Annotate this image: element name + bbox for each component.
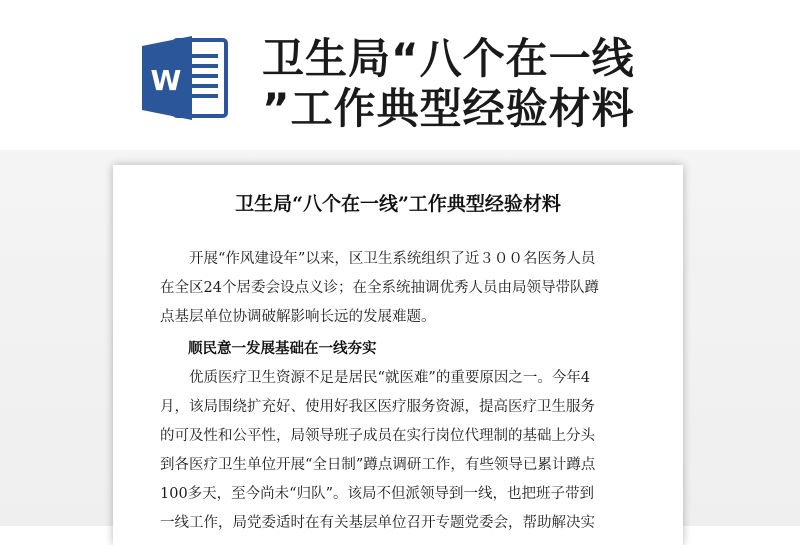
text-line: 在全区24个居委会设点义诊；在全系统抽调优秀人员由局领导带队蹲 (160, 280, 599, 296)
banner-title-line: ”工作典型经验材料 (262, 84, 635, 133)
text-line: 优质医疗卫生资源不足是居民“就医难”的重要原因之一。今年4 (189, 370, 591, 386)
document-title: 卫生局“八个在一线”工作典型经验材料 (235, 193, 561, 215)
logo-letter: W (150, 64, 182, 97)
text-line: 100多天，至今尚未“归队”。该局不但派领导到一线，也把班子带到 (160, 486, 594, 502)
microsoft-word-icon (140, 32, 232, 124)
document-page (113, 165, 683, 545)
paragraph (160, 245, 638, 332)
header-banner (0, 0, 800, 150)
text-line: 月，该局围绕扩充好、使用好我区医疗服务资源，提高医疗卫生服务 (160, 399, 595, 415)
banner-title (262, 34, 682, 134)
text-line: 点基层单位协调破解影响长远的发展难题。 (160, 309, 436, 325)
section-heading: 顺民意一发展基础在一线夯实 (188, 341, 377, 357)
text-line: 到各医疗卫生单位开展“全日制”蹲点调研工作，有些领导已累计蹲点 (160, 457, 596, 473)
text-line: 的可及性和公平性，局领导班子成员在实行岗位代理制的基础上分头 (160, 428, 595, 444)
text-line: 一线工作，局党委适时在有关基层单位召开专题党委会，帮助解决实 (160, 515, 595, 531)
banner-title-line: 卫生局“八个在一线 (262, 34, 635, 83)
text-line: 开展“作风建设年”以来，区卫生系统组织了近３００名医务人员 (189, 251, 596, 267)
paragraph (160, 364, 638, 538)
